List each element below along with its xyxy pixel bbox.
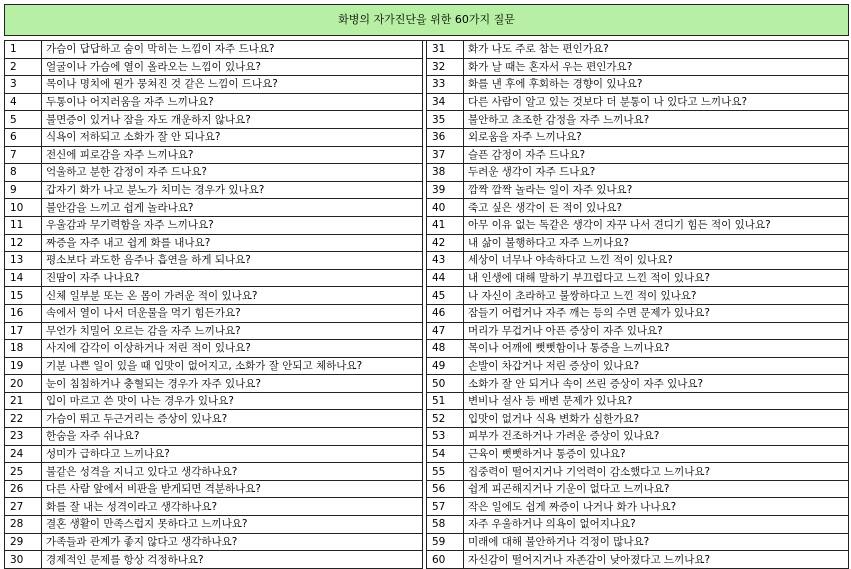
table-row: [5, 269, 849, 287]
question-number: 46: [427, 304, 464, 322]
question-text: 자신감이 떨어지거나 자존감이 낮아졌다고 느끼나요?: [464, 551, 849, 569]
question-number: 6: [5, 128, 42, 146]
table-row: [5, 181, 849, 199]
question-text: 결혼 생활이 만족스럽지 못하다고 느끼나요?: [42, 516, 423, 534]
question-text: 불안감을 느끼고 쉽게 놀라나요?: [42, 199, 423, 217]
table-row: [5, 304, 849, 322]
question-text: 우울감과 무기력함을 자주 느끼나요?: [42, 216, 423, 234]
question-text: 목이나 명치에 뭔가 뭉쳐진 것 같은 느낌이 드나요?: [42, 76, 423, 94]
question-number: 41: [427, 216, 464, 234]
question-number: 14: [5, 269, 42, 287]
question-text: 기분 나쁜 일이 있을 때 입맛이 없어지고, 소화가 잘 안되고 체하나요?: [42, 357, 423, 375]
question-text: 얼굴이나 가슴에 열이 올라오는 느낌이 있나요?: [42, 58, 423, 76]
table-row: [5, 463, 849, 481]
question-text: 짜증을 자주 내고 쉽게 화를 내나요?: [42, 234, 423, 252]
question-text: 다른 사람이 알고 있는 것보다 더 분통이 나 있다고 느끼나요?: [464, 93, 849, 111]
table-row: [5, 287, 849, 305]
question-text: 아무 이유 없는 독같은 생각이 자꾸 나서 견디기 힘든 적이 있나요?: [464, 216, 849, 234]
table-row: [5, 93, 849, 111]
question-text: 세상이 너무나 야속하다고 느낀 적이 있나요?: [464, 252, 849, 270]
table-row: [5, 392, 849, 410]
question-text: 성미가 급하다고 느끼나요?: [42, 445, 423, 463]
question-text: 죽고 싶은 생각이 든 적이 있나요?: [464, 199, 849, 217]
page-title: 화병의 자가진단을 위한 60가지 질문: [5, 5, 849, 36]
question-text: 미래에 대해 불안하거나 걱정이 많나요?: [464, 533, 849, 551]
question-text: 진땀이 자주 나나요?: [42, 269, 423, 287]
question-number: 53: [427, 428, 464, 446]
question-text: 평소보다 과도한 음주나 흡연을 하게 되나요?: [42, 252, 423, 270]
question-number: 36: [427, 128, 464, 146]
question-number: 45: [427, 287, 464, 305]
table-row: [5, 216, 849, 234]
table-row: [5, 111, 849, 129]
table-row: [5, 76, 849, 94]
question-number: 44: [427, 269, 464, 287]
question-text: 화가 나도 주로 참는 편인가요?: [464, 41, 849, 59]
question-number: 21: [5, 392, 42, 410]
question-text: 작은 일에도 쉽게 짜증이 나거나 화가 나나요?: [464, 498, 849, 516]
question-text: 목이나 어깨에 뻣뻣함이나 통증을 느끼나요?: [464, 340, 849, 358]
question-number: 47: [427, 322, 464, 340]
question-number: 34: [427, 93, 464, 111]
question-text: 두통이나 어지러움을 자주 느끼나요?: [42, 93, 423, 111]
question-number: 58: [427, 516, 464, 534]
question-number: 26: [5, 480, 42, 498]
question-number: 52: [427, 410, 464, 428]
question-text: 속에서 열이 나서 더운물을 먹기 힘든가요?: [42, 304, 423, 322]
question-text: 신체 일부분 또는 온 몸이 가려운 적이 있나요?: [42, 287, 423, 305]
question-number: 22: [5, 410, 42, 428]
question-number: 31: [427, 41, 464, 59]
question-text: 가족들과 관계가 좋지 않다고 생각하나요?: [42, 533, 423, 551]
question-number: 12: [5, 234, 42, 252]
question-text: 화가 날 때는 혼자서 우는 편인가요?: [464, 58, 849, 76]
table-row: [5, 146, 849, 164]
question-number: 15: [5, 287, 42, 305]
question-number: 30: [5, 551, 42, 569]
question-text: 입이 마르고 쓴 맛이 나는 경우가 있나요?: [42, 392, 423, 410]
question-number: 8: [5, 164, 42, 182]
question-number: 40: [427, 199, 464, 217]
table-row: [5, 428, 849, 446]
question-text: 외로움을 자주 느끼나요?: [464, 128, 849, 146]
table-row: [5, 199, 849, 217]
question-text: 근육이 뻣뻣하거나 통증이 있나요?: [464, 445, 849, 463]
question-number: 2: [5, 58, 42, 76]
question-number: 60: [427, 551, 464, 569]
question-text: 불같은 성격을 지니고 있다고 생각하나요?: [42, 463, 423, 481]
question-number: 10: [5, 199, 42, 217]
question-number: 24: [5, 445, 42, 463]
question-number: 57: [427, 498, 464, 516]
question-text: 변비나 설사 등 배변 문제가 있나요?: [464, 392, 849, 410]
question-text: 화를 잘 내는 성격이라고 생각하나요?: [42, 498, 423, 516]
question-number: 7: [5, 146, 42, 164]
question-number: 25: [5, 463, 42, 481]
question-number: 23: [5, 428, 42, 446]
question-number: 13: [5, 252, 42, 270]
question-number: 56: [427, 480, 464, 498]
question-text: 경제적인 문제를 항상 걱정하나요?: [42, 551, 423, 569]
table-row: [5, 164, 849, 182]
question-number: 17: [5, 322, 42, 340]
question-text: 내 인생에 대해 말하기 부끄럽다고 느낀 적이 있나요?: [464, 269, 849, 287]
question-number: 5: [5, 111, 42, 129]
question-text: 피부가 건조하거나 가려운 증상이 있나요?: [464, 428, 849, 446]
question-number: 19: [5, 357, 42, 375]
question-table: [4, 4, 849, 569]
table-row: [5, 58, 849, 76]
question-number: 50: [427, 375, 464, 393]
question-number: 29: [5, 533, 42, 551]
question-text: 집중력이 떨어지거나 기억력이 감소했다고 느끼나요?: [464, 463, 849, 481]
question-number: 28: [5, 516, 42, 534]
question-number: 4: [5, 93, 42, 111]
question-text: 자주 우울하거나 의욕이 없어지나요?: [464, 516, 849, 534]
question-number: 37: [427, 146, 464, 164]
table-row: [5, 234, 849, 252]
question-number: 35: [427, 111, 464, 129]
table-row: [5, 410, 849, 428]
question-number: 33: [427, 76, 464, 94]
question-text: 두려운 생각이 자주 드나요?: [464, 164, 849, 182]
question-number: 43: [427, 252, 464, 270]
question-number: 18: [5, 340, 42, 358]
question-number: 11: [5, 216, 42, 234]
table-row: [5, 551, 849, 569]
question-text: 쉽게 피곤해지거나 기운이 없다고 느끼나요?: [464, 480, 849, 498]
question-text: 입맛이 없거나 식욕 변화가 심한가요?: [464, 410, 849, 428]
question-text: 전신에 피로감을 자주 느끼나요?: [42, 146, 423, 164]
question-text: 식욕이 저하되고 소화가 잘 안 되나요?: [42, 128, 423, 146]
question-number: 54: [427, 445, 464, 463]
question-number: 59: [427, 533, 464, 551]
question-text: 한숨을 자주 쉬나요?: [42, 428, 423, 446]
table-row: [5, 252, 849, 270]
question-number: 16: [5, 304, 42, 322]
question-text: 소화가 잘 안 되거나 속이 쓰린 증상이 자주 있나요?: [464, 375, 849, 393]
question-text: 갑자기 화가 나고 분노가 치미는 경우가 있나요?: [42, 181, 423, 199]
question-number: 39: [427, 181, 464, 199]
question-number: 51: [427, 392, 464, 410]
table-row: [5, 128, 849, 146]
table-row: [5, 375, 849, 393]
table-row: [5, 480, 849, 498]
question-text: 무언가 치밀어 오르는 감을 자주 느끼나요?: [42, 322, 423, 340]
question-number: 27: [5, 498, 42, 516]
question-number: 55: [427, 463, 464, 481]
question-text: 깜짝 깜짝 놀라는 일이 자주 있나요?: [464, 181, 849, 199]
question-text: 눈이 침침하거나 충혈되는 경우가 자주 있나요?: [42, 375, 423, 393]
question-text: 내 삶이 불행하다고 자주 느끼나요?: [464, 234, 849, 252]
question-number: 3: [5, 76, 42, 94]
question-text: 화를 낸 후에 후회하는 경향이 있나요?: [464, 76, 849, 94]
question-text: 다른 사람 앞에서 비판을 받게되면 격분하나요?: [42, 480, 423, 498]
question-number: 20: [5, 375, 42, 393]
table-row: [5, 445, 849, 463]
question-text: 손발이 차갑거나 저린 증상이 있나요?: [464, 357, 849, 375]
question-number: 1: [5, 41, 42, 59]
table-row: [5, 322, 849, 340]
question-text: 슬픈 감정이 자주 드나요?: [464, 146, 849, 164]
question-text: 사지에 감각이 이상하거나 저린 적이 있나요?: [42, 340, 423, 358]
table-row: [5, 340, 849, 358]
table-row: [5, 516, 849, 534]
question-number: 48: [427, 340, 464, 358]
question-text: 가슴이 뛰고 두근거리는 증상이 있나요?: [42, 410, 423, 428]
question-text: 불면증이 있거나 잠을 자도 개운하지 않나요?: [42, 111, 423, 129]
table-row: [5, 533, 849, 551]
question-text: 억울하고 분한 감정이 자주 드나요?: [42, 164, 423, 182]
question-number: 38: [427, 164, 464, 182]
question-number: 32: [427, 58, 464, 76]
question-number: 9: [5, 181, 42, 199]
question-number: 42: [427, 234, 464, 252]
table-row: [5, 41, 849, 59]
question-text: 머리가 무겁거나 아픈 증상이 자주 있나요?: [464, 322, 849, 340]
question-number: 49: [427, 357, 464, 375]
question-text: 나 자신이 초라하고 불쌍하다고 느낀 적이 있나요?: [464, 287, 849, 305]
question-text: 가슴이 답답하고 숨이 막히는 느낌이 자주 드나요?: [42, 41, 423, 59]
question-text: 잠들기 어렵거나 자주 깨는 등의 수면 문제가 있나요?: [464, 304, 849, 322]
table-row: [5, 357, 849, 375]
table-row: [5, 498, 849, 516]
question-text: 불안하고 초조한 감정을 자주 느끼나요?: [464, 111, 849, 129]
